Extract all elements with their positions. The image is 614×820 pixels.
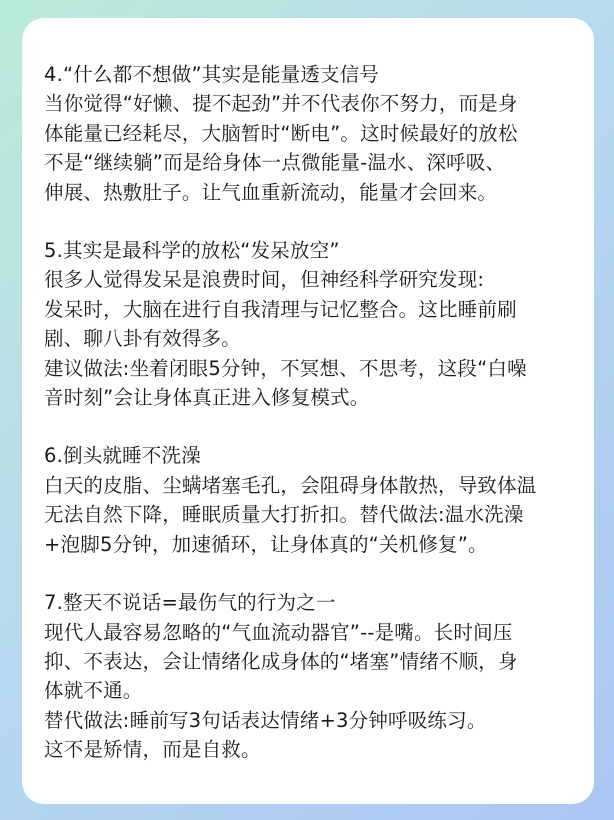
section-title: 4.“什么都不想做”其实是能量透支信号 <box>44 63 380 86</box>
paragraph-line: 白天的皮脂、尘螨堵塞毛孔，会阻碍身体散热，导致体温 <box>44 473 537 497</box>
paragraph-line: +泡脚5分钟，加速循环，让身体真的“关机修复”。 <box>44 532 488 556</box>
article-card <box>22 18 594 804</box>
paragraph-line: 无法自然下降，睡眠质量大打折扣。替代做法:温水洗澡 <box>44 503 524 527</box>
section-title: 5.其实是最科学的放松“发呆放空” <box>44 239 340 263</box>
paragraph-line: 抑、不表达，会让情绪化成身体的“堵塞”情绪不顺，身 <box>44 649 518 673</box>
section-7 <box>44 588 568 764</box>
paragraph-line: 这不是矫情，而是自救。 <box>44 738 261 762</box>
paragraph-line: 当你觉得“好懒、提不起劲”并不代表你不努力，而是身 <box>44 92 518 116</box>
section-6 <box>44 441 568 559</box>
section-title: 7.整天不说话=最伤气的行为之一 <box>44 591 336 615</box>
paragraph-line: 不是“继续躺”而是给身体一点微能量-温水、深呼吸、 <box>44 151 506 175</box>
section-4 <box>44 60 568 207</box>
paragraph-line: 剧、聊八卦有效得多。 <box>44 327 242 351</box>
section-title: 6.倒头就睡不洗澡 <box>44 444 201 468</box>
paragraph-line: 现代人最容易忽略的“气血流动器官”--是嘴。长时间压 <box>44 620 513 644</box>
paragraph-line: 发呆时，大脑在进行自我清理与记忆整合。这比睡前刷 <box>44 297 517 321</box>
paragraph-line: 体就不通。 <box>44 679 143 703</box>
paragraph-line: 建议做法:坐着闭眼5分钟，不冥想、不思考，这段“白噪 <box>44 356 527 380</box>
paragraph-line: 音时刻”会让身体真正进入修复模式。 <box>44 386 370 410</box>
paragraph-line: 替代做法:睡前写3句话表达情绪+3分钟呼吸练习。 <box>44 708 487 732</box>
paragraph-line: 伸展、热敷肚子。让气血重新流动，能量才会回来。 <box>44 180 498 204</box>
section-5 <box>44 236 568 412</box>
paragraph-line: 体能量已经耗尽，大脑暂时“断电”。这时候最好的放松 <box>44 121 518 145</box>
paragraph-line: 很多人觉得发呆是浪费时间，但神经科学研究发现: <box>44 268 485 292</box>
